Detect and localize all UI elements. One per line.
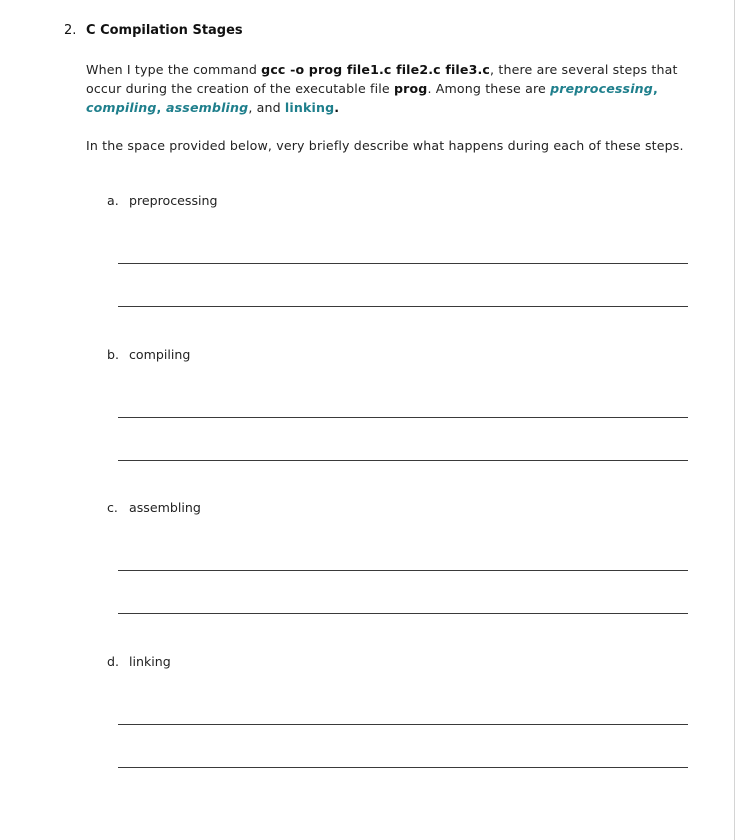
question-title: C Compilation Stages bbox=[86, 23, 243, 38]
question-heading bbox=[64, 22, 243, 40]
period: . bbox=[334, 100, 340, 115]
separator: , and bbox=[248, 100, 285, 115]
command-text: gcc -o prog file1.c file2.c file3.c bbox=[261, 62, 491, 77]
intro-paragraph bbox=[86, 60, 706, 117]
item-label: assembling bbox=[129, 500, 201, 515]
answer-line-b1[interactable] bbox=[118, 417, 688, 418]
question-number: 2. bbox=[64, 23, 77, 38]
item-letter: a. bbox=[107, 193, 119, 208]
executable-name: prog bbox=[393, 81, 428, 96]
answer-line-c2[interactable] bbox=[118, 613, 688, 614]
answer-line-d2[interactable] bbox=[118, 767, 688, 768]
separator: , bbox=[156, 100, 167, 115]
answer-line-a1[interactable] bbox=[118, 263, 688, 264]
stage-linking: linking bbox=[284, 100, 335, 115]
item-letter: b. bbox=[107, 347, 119, 362]
answer-line-c1[interactable] bbox=[118, 570, 688, 571]
item-label: preprocessing bbox=[129, 193, 218, 208]
intro-text-3: . Among these are bbox=[427, 81, 551, 96]
item-c bbox=[107, 499, 201, 517]
stage-compiling: compiling bbox=[86, 100, 157, 115]
item-label: compiling bbox=[129, 347, 191, 362]
item-letter: d. bbox=[107, 654, 119, 669]
stage-assembling: assembling bbox=[166, 100, 249, 115]
answer-line-a2[interactable] bbox=[118, 306, 688, 307]
separator: , bbox=[652, 81, 658, 96]
stage-preprocessing: preprocessing bbox=[550, 81, 653, 96]
instruction-paragraph: In the space provided below, very briefly describe what happens during each of these steps. bbox=[86, 138, 684, 153]
item-a bbox=[107, 192, 218, 210]
answer-line-b2[interactable] bbox=[118, 460, 688, 461]
answer-line-d1[interactable] bbox=[118, 724, 688, 725]
item-letter: c. bbox=[107, 500, 118, 515]
item-label: linking bbox=[129, 654, 171, 669]
item-b bbox=[107, 346, 190, 364]
item-d bbox=[107, 653, 171, 671]
intro-text-2: , there are several steps that occur during the creation of the executable file bbox=[86, 62, 678, 96]
intro-text-1: When I type the command bbox=[86, 62, 262, 77]
